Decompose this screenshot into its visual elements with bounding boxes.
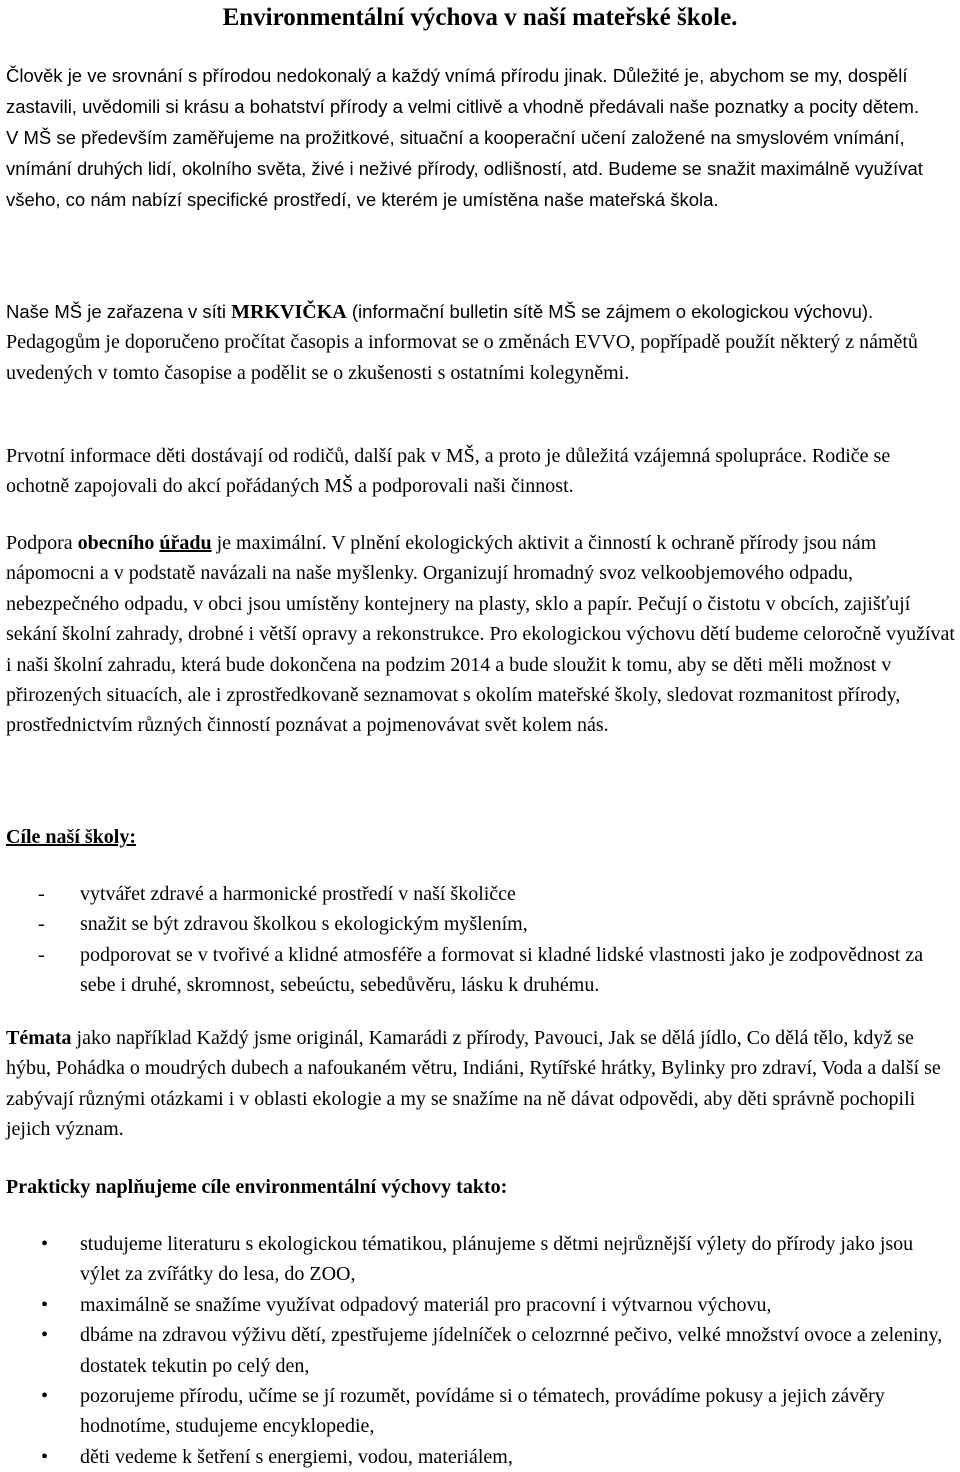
network-paragraph <box>6 296 956 388</box>
network-name: MRKVIČKA <box>231 301 347 323</box>
dash-marker: - <box>38 913 45 936</box>
practice-item-text: děti vedeme k šetření s energiemi, vodou, materiálem, <box>80 1445 513 1468</box>
intro-text-2: V MŠ se především zaměřujeme na prožitkové, situační a kooperační učení založené na smyslovém vnímání, vnímání druhých lidí, okolního světa, živé i neživé přírody, odlišností, atd. Budeme se snažit maximálně využívat všeho, co nám nabízí specifické prostředí, ve kterém je umístěna naše mateřská škola. <box>6 127 923 210</box>
office-bold-underline: úřadu <box>159 532 212 554</box>
bullet-marker: • <box>41 1233 49 1255</box>
practice-heading: Prakticky naplňujeme cíle environmentální výchovy takto: <box>6 1176 508 1198</box>
goals-item-text: podporovat se v tvořivé a klidné atmosféře a formovat si kladné lidské vlastnosti jako je zodpovědnost za sebe i druhé, skromnost, sebeúctu, sebedůvěru, lásku k druhému. <box>80 943 924 997</box>
practice-item <box>6 1442 956 1472</box>
office-bold: obecního <box>77 532 160 554</box>
bullet-marker: • <box>41 1293 49 1316</box>
practice-item-text: dbáme na zdravou výživu dětí, zpestřujeme jídelníček o celozrnné pečivo, velké množství ovoce a zeleniny, dostatek tekutin po celý den, <box>80 1324 943 1377</box>
dash-marker: - <box>38 943 45 966</box>
goals-list <box>6 879 956 1001</box>
bullet-marker: • <box>41 1445 49 1468</box>
office-pre: Podpora <box>6 532 78 554</box>
parents-paragraph: Prvotní informace děti dostávají od rodičů, další pak v MŠ, a proto je důležitá vzájemná spolupráce. Rodiče se ochotně zapojovali do akcí pořádaných MŠ a podporovali naši činnost. <box>6 445 891 498</box>
practice-item-text: studujeme literaturu s ekologickou tématikou, plánujeme s dětmi nejrůznější výlety do přírody jako jsou výlet za zvířátky do lesa, do ZOO, <box>80 1233 914 1286</box>
dash-marker: - <box>38 883 45 905</box>
bullet-marker: • <box>41 1324 49 1347</box>
goals-item-text: vytvářet zdravé a harmonické prostředí v naší školičce <box>80 883 516 905</box>
network-post-sans: (informační bulletin sítě MŠ se zájmem o ekologickou výchovu). <box>346 301 874 322</box>
themes-paragraph <box>6 1023 956 1145</box>
themes-text: jako například Každý jsme originál, Kamarádi z přírody, Pavouci, Jak se dělá jídlo, Co dělá tělo, když se hýbu, Pohádka o moudrých dubech a nafoukaném větru, Indiáni, Rytířské hrátky, Bylinky pro zdraví, Voda a další se zabývají různými otázkami i v oblasti ekologie a my se snažíme na ně dávat odpovědi, aby děti správně pochopili jejich význam. <box>6 1027 941 1141</box>
goals-item-text: snažit se být zdravou školkou s ekologickým myšlením, <box>80 913 528 936</box>
intro-paragraph <box>6 60 956 215</box>
network-pre: Naše MŠ je zařazena v síti <box>6 301 232 322</box>
goals-item <box>6 909 956 939</box>
intro-text-1: Člověk je ve srovnání s přírodou nedokonalý a každý vnímá přírodu jinak. Důležité je, abychom se my, dospělí zastavili, uvědomili si krásu a bohatství přírody a velmi citlivě a vhodně předávali naše poznatky a pocity dětem. <box>6 65 920 117</box>
goals-item <box>6 879 956 909</box>
practice-item <box>6 1229 956 1290</box>
page-title: Environmentální výchova v naší mateřské škole. <box>222 4 738 31</box>
office-post: je maximální. V plnění ekologických aktivit a činností k ochraně přírody jsou nám nápomocni a v podstatě navázali na naše myšlenky. Organizují hromadný svoz velkoobjemového odpadu, nebezpečného odpadu, v obci jsou umístěny kontejnery na plasty, sklo a papír. Pečují o čistotu v obcích, zajišťují sekání školní zahrady, drobné i větší opravy a rekonstrukce. Pro ekologickou výchovu dětí budeme celoročně využívat i naši školní zahradu, která bude dokončena na podzim 2014 a bude sloužit k tomu, aby se děti měli možnost v přirozených situacích, ale i zprostředkovaně seznamovat s okolím mateřské školy, sledovat rozmanitost přírody, prostřednictvím různých činností poznávat a pojmenovávat svět kolem nás. <box>6 532 955 737</box>
practice-list <box>6 1229 956 1472</box>
practice-item-text: maximálně se snažíme využívat odpadový materiál pro pracovní i výtvarnou výchovu, <box>80 1293 772 1316</box>
goals-heading: Cíle naší školy: <box>6 826 137 848</box>
practice-item <box>6 1381 956 1442</box>
network-post-serif: Pedagogům je doporučeno pročítat časopis a informovat se o změnách EVVO, popřípadě použít některý z námětů uvedených v tomto časopise a podělit se o zkušenosti s ostatními kolegyněmi. <box>6 331 918 384</box>
themes-bold: Témata <box>6 1027 72 1049</box>
goals-item <box>6 940 956 1001</box>
office-paragraph <box>6 528 956 741</box>
practice-item <box>6 1320 956 1381</box>
practice-item-text: pozorujeme přírodu, učíme se jí rozumět, povídáme si o tématech, provádíme pokusy a jejich závěry hodnotíme, studujeme encyklopedie, <box>80 1385 885 1438</box>
practice-item <box>6 1290 956 1320</box>
bullet-marker: • <box>41 1385 49 1408</box>
